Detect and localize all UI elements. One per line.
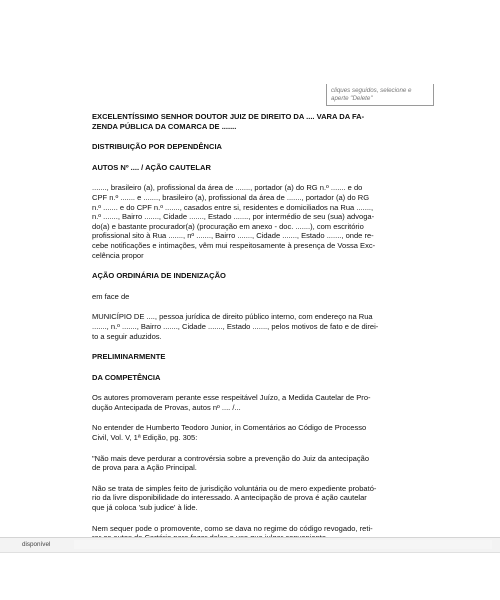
text-line: n.º ......., Bairro ......., Cidade ......., Estado ......., por intermédio de seu (sua) advoga- xyxy=(92,212,375,222)
action-title xyxy=(92,271,414,281)
document-body xyxy=(92,112,414,554)
distribution-text: DISTRIBUIÇÃO POR DEPENDÊNCIA xyxy=(92,142,222,152)
court-header-line: EXCELENTÍSSIMO SENHOR DOUTOR JUIZ DE DIREITO DA .... VARA DA FA- xyxy=(92,112,365,121)
competence-heading xyxy=(92,373,414,383)
text-line: dução Antecipada de Provas, autos nº .... /... xyxy=(92,402,241,412)
case-reference-text: AUTOS Nº .... / AÇÃO CAUTELAR xyxy=(92,162,211,172)
court-header-line: ZENDA PÚBLICA DA COMARCA DE ....... xyxy=(92,121,237,131)
text-line: No entender de Humberto Teodoro Junior, in Comentários ao Código de Processo xyxy=(92,423,367,433)
competence-text: DA COMPETÊNCIA xyxy=(92,372,161,382)
quote-paragraph-1 xyxy=(92,454,414,473)
text-line: n.º ....... e do CPF n.º ......., casados entre si, residentes e domiciliados na Rua ......., xyxy=(92,202,374,212)
text-line: profissional sito à Rua ......., nº ......., Bairro ......., Cidade ......., Estado ......., onde re- xyxy=(92,231,374,241)
text-line: ......., brasileiro (a), profissional da área de ......., portador (a) do RG n.º ....... e do xyxy=(92,183,363,193)
text-line: CPF n.º ....... e ......., brasileiro (a), profissional da área de ......., portador (a) do RG xyxy=(92,192,370,202)
text-line: celência propor xyxy=(92,250,144,260)
paragraph-1 xyxy=(92,393,414,412)
tooltip-line-2: aperte "Delete" xyxy=(331,94,373,102)
text-line: Civil, Vol. V, 1ª Edição, pg. 305: xyxy=(92,433,198,443)
tooltip-line-1: cliques seguidos, selecione e xyxy=(331,87,412,94)
text-line: MUNICÍPIO DE ...., pessoa jurídica de direito público interno, com endereço na Rua xyxy=(92,312,373,322)
parties-paragraph xyxy=(92,183,414,260)
horizontal-scrollbar[interactable] xyxy=(74,540,492,549)
preliminary-heading xyxy=(92,352,414,362)
action-title-text: AÇÃO ORDINÁRIA DE INDENIZAÇÃO xyxy=(92,271,226,281)
against-line: em face de xyxy=(92,291,130,301)
text-line: cebe notificações e intimações, vêm mui respeitosamente à presença de Vossa Exc- xyxy=(92,240,376,250)
preliminary-text: PRELIMINARMENTE xyxy=(92,352,166,362)
text-line: to a seguir aduzidos. xyxy=(92,331,162,341)
case-reference xyxy=(92,163,414,173)
text-line: "Não mais deve perdurar a controvérsia sobre a prevenção do Juiz da antecipação xyxy=(92,453,370,463)
text-line: Os autores promoveram perante esse respeitável Juízo, a Medida Cautelar de Pro- xyxy=(92,393,371,403)
quote-paragraph-2 xyxy=(92,484,414,513)
text-line: do(a) e bastante procurador(a) (procuração em anexo - doc. .......), com escritório xyxy=(92,221,364,231)
distribution-heading xyxy=(92,142,414,152)
text-line: Nem sequer pode o promovente, como se dava no regime do código revogado, reti- xyxy=(92,523,373,533)
defendant-paragraph xyxy=(92,312,414,341)
text-line: Não se trata de simples feito de jurisdição voluntária ou de mero expediente probató- xyxy=(92,483,377,493)
against-text xyxy=(92,292,414,302)
status-text: disponível xyxy=(22,541,51,548)
text-line: que já coloca 'sub judice' à lide. xyxy=(92,503,198,513)
text-line: ......., n.º ......., Bairro ......., Cidade ......., Estado ......., pelos motivos de fato e de direi- xyxy=(92,321,379,331)
text-line: rio da livre disponibilidade do interessado. A antecipação de prova é ação cautelar xyxy=(92,493,367,503)
text-line: de prova para a Ação Principal. xyxy=(92,463,197,473)
status-bar xyxy=(0,537,500,553)
paragraph-2 xyxy=(92,423,414,442)
tooltip-box xyxy=(326,84,434,106)
court-header xyxy=(92,112,414,131)
